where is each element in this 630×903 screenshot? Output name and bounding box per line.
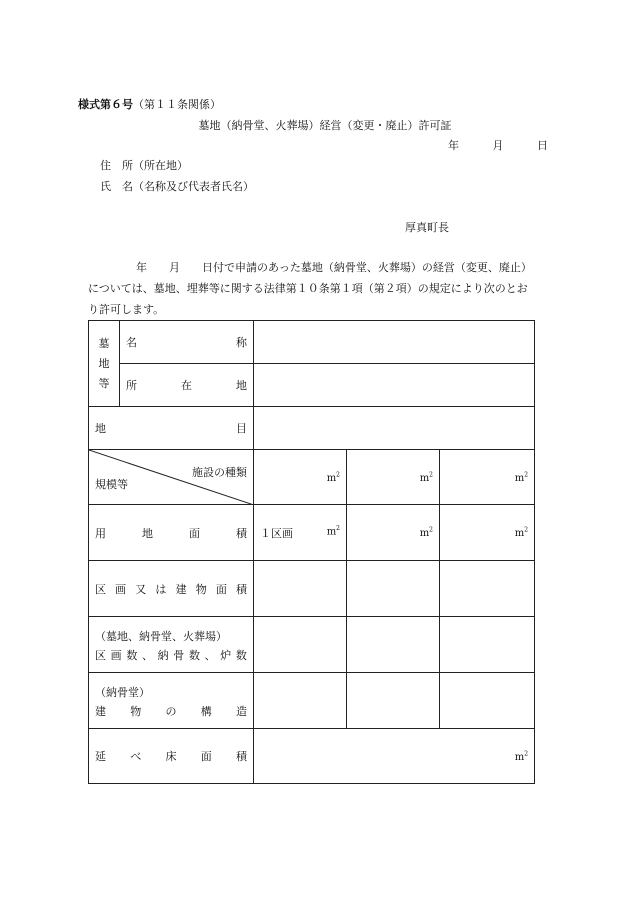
counts-label: （墓地、納骨堂、火葬場） 区 画 数 、 納 骨 数 、 炉 数 <box>89 617 254 673</box>
land-category-label: 地 目 <box>89 407 254 450</box>
scale-label: 規模等 <box>95 478 128 491</box>
document-title: 墓地（納骨堂、火葬場）経営（変更・廃止）許可証 <box>198 119 452 132</box>
table-row <box>89 673 535 729</box>
land-area-cell-2[interactable]: $m^2$ <box>347 505 440 561</box>
statement-line-3: り許可します。 <box>88 303 165 316</box>
table-row <box>89 561 535 617</box>
form-label: 様式第６号 <box>78 98 133 111</box>
statement-line-1: 年 月 日付で申請のあった墓地（納骨堂、火葬場）の経営（変更、廃止） <box>136 261 532 274</box>
permit-statement <box>88 257 554 320</box>
name-label: 氏 名（名称及び代表者氏名） <box>100 180 254 193</box>
issuer-name: 厚真町長 <box>405 221 449 234</box>
date-year: 年 <box>448 139 459 152</box>
permit-details-table <box>88 320 535 784</box>
table-row <box>89 617 535 673</box>
counts-cell-2[interactable] <box>347 617 440 673</box>
facility-type-header <box>89 450 254 505</box>
cemetery-group-label: 墓 地 等 <box>89 321 120 407</box>
location-row-label: 所 在 地 <box>120 364 254 407</box>
total-floor-area-cell[interactable]: $m^2$ <box>254 729 535 784</box>
statement-line-2: については、墓地、埋葬等に関する法律第１０条第１項（第２項）の規定により次のとお <box>88 282 528 295</box>
form-number <box>78 96 221 112</box>
facility-type-cell-1[interactable]: $m^2$ <box>254 450 347 505</box>
structure-cell-2[interactable] <box>347 673 440 729</box>
structure-cell-3[interactable] <box>440 673 535 729</box>
building-structure-label: （納骨堂） 建 物 の 構 造 <box>89 673 254 729</box>
land-area-cell-1[interactable]: １区画 $m^2$ <box>254 505 347 561</box>
structure-cell-1[interactable] <box>254 673 347 729</box>
table-row <box>89 321 535 364</box>
plot-area-cell-2[interactable] <box>347 561 440 617</box>
address-label: 住 所（所在地） <box>100 159 188 172</box>
plot-or-building-area-label: 区 画 又 は 建 物 面 積 <box>89 561 254 617</box>
issue-date <box>418 137 548 153</box>
facility-type-cell-3[interactable]: $m^2$ <box>440 450 535 505</box>
total-floor-area-label: 延 べ 床 面 積 <box>89 729 254 784</box>
location-value-cell[interactable] <box>254 364 535 407</box>
name-value-cell[interactable] <box>254 321 535 364</box>
date-month: 月 <box>492 139 504 152</box>
land-category-value-cell[interactable] <box>254 407 535 450</box>
land-area-cell-3[interactable]: $m^2$ <box>440 505 535 561</box>
land-area-label: 用 地 面 積 <box>89 505 254 561</box>
counts-cell-3[interactable] <box>440 617 535 673</box>
plot-area-cell-3[interactable] <box>440 561 535 617</box>
counts-cell-1[interactable] <box>254 617 347 673</box>
facility-type-label: 施設の種類 <box>192 466 247 479</box>
table-row <box>89 450 535 505</box>
table-row <box>89 407 535 450</box>
table-row <box>89 364 535 407</box>
form-reference: （第１１条関係） <box>133 98 221 111</box>
plot-area-cell-1[interactable] <box>254 561 347 617</box>
name-row-label: 名 称 <box>120 321 254 364</box>
facility-type-cell-2[interactable]: $m^2$ <box>347 450 440 505</box>
date-day: 日 <box>537 139 548 152</box>
table-row <box>89 729 535 784</box>
table-row <box>89 505 535 561</box>
